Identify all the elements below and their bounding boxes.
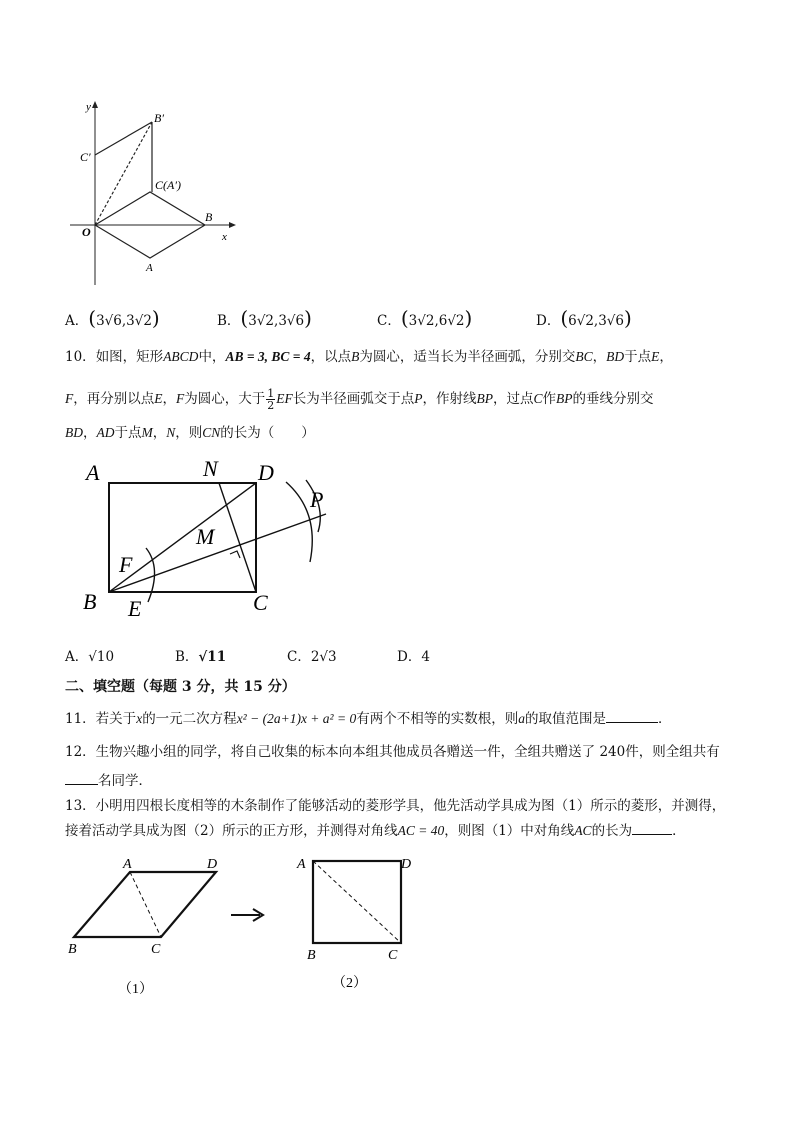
square-ABCD xyxy=(313,861,401,943)
label-M: M xyxy=(196,524,215,549)
label-B: B xyxy=(83,589,97,614)
q9-option-b[interactable]: B．(3√2,3√6) xyxy=(217,306,312,330)
label-D: D xyxy=(207,857,218,872)
label-C-A-prime: C(A′) xyxy=(155,178,181,192)
q10-figure xyxy=(78,452,348,627)
label-D: D xyxy=(258,460,274,485)
label-A: A xyxy=(297,857,306,872)
q11-text: 11．若关于x的一元二次方程x² − (2a+1)x + a² = 0有两个不相等的实数根，则a的取值范围是 ． xyxy=(65,708,671,729)
arc-EF xyxy=(146,548,155,602)
label-B: B xyxy=(307,948,316,963)
q13-answer-blank[interactable] xyxy=(632,820,672,835)
label-A: A xyxy=(146,262,153,274)
axis-x-label: x xyxy=(222,231,227,243)
q10-option-b[interactable]: B．√11 xyxy=(175,649,227,665)
q9-option-d[interactable]: D．(6√2,3√6) xyxy=(536,306,632,330)
q10-option-a[interactable]: A．√10 xyxy=(65,649,115,665)
label-B: B xyxy=(205,210,213,224)
label-C-prime: C′ xyxy=(80,150,91,164)
label-P: P xyxy=(310,487,324,512)
q13-line-1: 13．小明用四根长度相等的木条制作了能够活动的菱形学具，他先活动学具成为图（1）所示的菱形，并测得， xyxy=(65,798,726,814)
q10-option-d[interactable]: D．4 xyxy=(397,649,430,665)
label-C: C xyxy=(388,948,398,963)
arc-P-1 xyxy=(286,482,312,562)
label-A: A xyxy=(86,460,100,485)
diagonal-AC xyxy=(313,861,401,943)
section-heading-fill-in: 二、填空题（每题 3 分，共 15 分） xyxy=(65,679,296,695)
label-B: B xyxy=(68,942,77,957)
arrow-icon xyxy=(228,905,268,925)
caption-2: （2） xyxy=(332,976,367,991)
label-F: F xyxy=(119,552,133,577)
diagonal-AC xyxy=(130,872,161,937)
q13-figure-1 xyxy=(60,850,240,1000)
axis-y-label: y xyxy=(86,101,91,113)
q10-line-1: 10．如图，矩形ABCD中，AB = 3, BC = 4，以点B为圆心，适当长为半径画弧，分别交BC，BD于点E， xyxy=(65,349,673,365)
label-E: E xyxy=(128,596,142,621)
q9-option-a[interactable]: A．(3√6,3√2) xyxy=(65,306,160,330)
label-O: O xyxy=(82,225,91,239)
fraction-one-half: $\frac{1}{2}$ xyxy=(267,387,275,412)
q11-answer-blank[interactable] xyxy=(606,708,658,723)
label-C: C xyxy=(151,942,161,957)
q12-answer-blank[interactable] xyxy=(65,770,98,785)
dashed-OB-prime xyxy=(95,122,152,225)
caption-1: （1） xyxy=(118,982,153,997)
q13-line-2: 接着活动学具成为图（2）所示的正方形，并测得对角线AC = 40，则图（1）中对角线AC的长为 ． xyxy=(65,820,686,841)
q9-option-c[interactable]: C．(3√2,6√2) xyxy=(377,306,473,330)
ray-BP xyxy=(109,514,326,592)
segment-CN xyxy=(219,483,256,592)
q12-line-1: 12．生物兴趣小组的同学，将自己收集的标本向本组其他成员各赠送一件，全组共赠送了 240件，则全组共有 xyxy=(65,744,720,760)
q10-option-c[interactable]: C．2√3 xyxy=(287,649,337,665)
label-C: C xyxy=(253,590,268,615)
q10-line-3: BD，AD于点M，N，则CN的长为（ ） xyxy=(65,425,315,441)
q13-figure-2 xyxy=(290,850,430,1000)
label-N: N xyxy=(203,456,218,481)
label-D: D xyxy=(401,857,412,872)
q12-line-2: 名同学． xyxy=(65,770,152,791)
label-A: A xyxy=(123,857,132,872)
q9-figure xyxy=(60,95,260,290)
label-B-prime: B′ xyxy=(154,111,164,125)
q10-line-2: F，再分别以点E，F为圆心，大于 $\frac{1}{2}$ EF长为半径画弧交于点P，作射线BP，过点C作BP的垂线分别交 xyxy=(65,387,654,412)
